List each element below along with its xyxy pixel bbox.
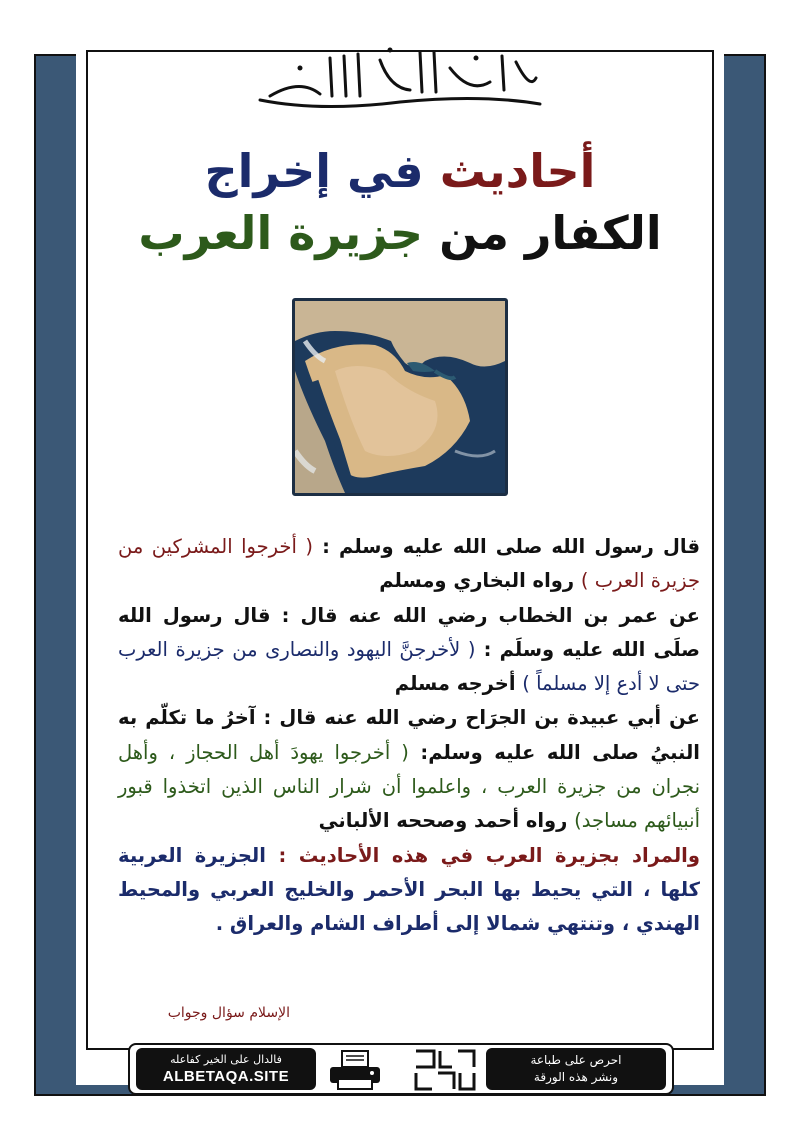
source-credit: الإسلام سؤال وجواب [167,1005,290,1021]
page-title [90,140,710,264]
footer-site-url[interactable]: ALBETAQA.SITE [162,1068,290,1085]
hadith1-intro: قال رسول الله صلى الله عليه وسلم : [313,535,700,558]
printer-icon [326,1049,384,1091]
basmala-calligraphy [240,38,560,118]
title-word-ahadith: أحاديث [439,144,596,198]
definition-heading: والمراد بجزيرة العرب في هذه الأحاديث : [265,843,700,867]
hadith-text [118,530,700,942]
hadith2-intro: عن عمر بن الخطاب رضي الله عنه قال : قال رسول الله صلَى الله عليه وسلَم : [118,603,701,661]
title-line1-rest: في إخراج [204,144,424,198]
hadith2-source: أخرجه مسلم [394,672,523,696]
hadith2-quote: ( لأخرجنَّ اليهود والنصارى من جزيرة العرب حتى لا أدع إلا مسلماً ) [118,637,700,696]
title-line2-end: جزيرة العرب [138,206,424,260]
hadith3-intro: عن أبي عبيدة بن الجرَاح رضي الله عنه قال : آخرُ ما تكلّم به النبيُ صلى الله عليه وسلم: [118,706,700,764]
footer-proverb: فالدال على الخير كفاعله [170,1053,282,1066]
footer-print-line2: ونشر هذه الورقة [533,1070,619,1084]
hadith3-source: رواه أحمد وصححه الألباني [318,809,575,833]
albetaqa-logo-icon [412,1047,478,1093]
map-image [295,301,505,493]
footer-site [136,1048,316,1090]
definition-text: الجزيرة العربية كلها ، التي يحيط بها البحر الأحمر والخليج العربي والمحيط الهندي ، وتنتهي شمالا إلى أطراف الشام والعراق . [118,843,700,936]
footer-bar [128,1043,674,1095]
hadith3-quote: ( أخرجوا يهودَ أهل الحجاز ، وأهل نجران من جزيرة العرب ، واعلموا أن شرار الناس الذين اتخذوا قبور أنبيائهم مساجد) [118,740,700,833]
footer-print-line1: احرص على طباعة [530,1053,622,1067]
hadith1-quote: ( أخرجوا المشركين من جزيرة العرب ) [118,535,700,593]
title-line2-start: الكفار من [439,206,662,260]
arabian-peninsula-map [292,298,508,496]
footer-print-note [486,1048,666,1090]
hadith1-source: رواه البخاري ومسلم [379,569,581,593]
